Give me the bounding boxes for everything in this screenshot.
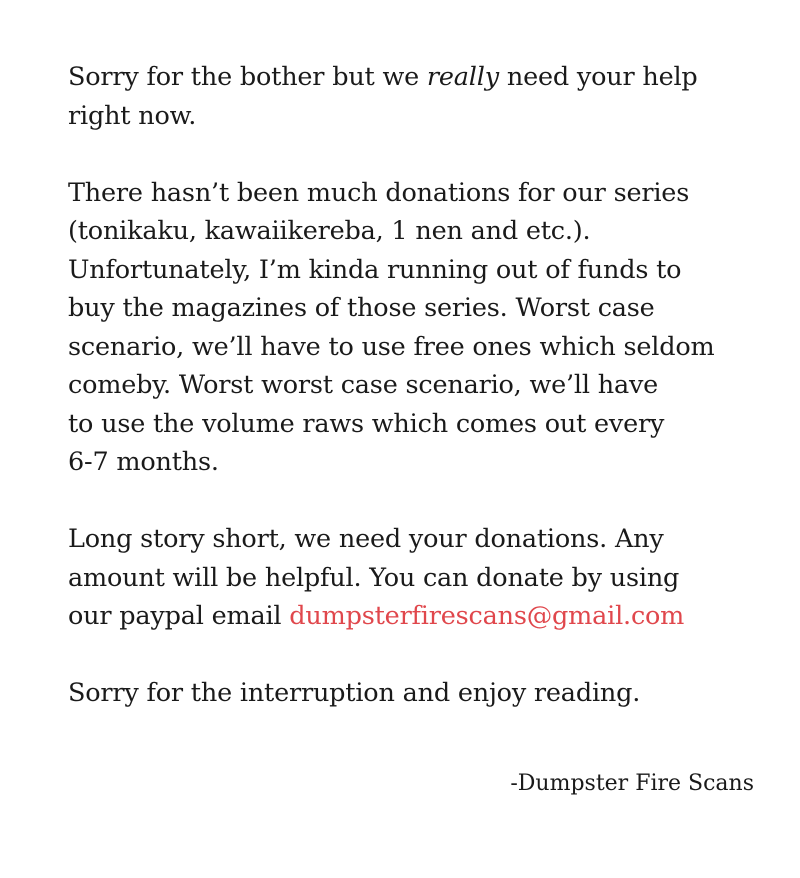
donation-email-line [68, 597, 778, 636]
apology-line-1 [68, 58, 778, 97]
funding-line: scenario, we’ll have to use free ones which seldom [68, 331, 715, 362]
paypal-email-link[interactable]: dumpsterfirescans@gmail.com [289, 601, 685, 631]
funding-line: comeby. Worst worst case scenario, we’ll have [68, 370, 659, 400]
email-prefix: our paypal email [68, 601, 290, 631]
apology-text-after: need your help [498, 62, 698, 92]
funding-line: There hasn’t been much donations for our series [68, 177, 690, 208]
funding-line: to use the volume raws which comes out every [68, 408, 665, 439]
donation-line: Long story short, we need your donations. Any [68, 524, 664, 554]
apology-paragraph [68, 58, 778, 135]
funding-line: buy the magazines of those series. Worst case [68, 293, 655, 323]
apology-line-2: right now. [68, 100, 197, 131]
funding-paragraph [68, 174, 778, 482]
closing-paragraph [68, 674, 778, 713]
funding-line: Unfortunately, I’m kinda running out of funds to [68, 254, 682, 285]
donation-line: amount will be helpful. You can donate by using [68, 562, 680, 593]
signature: -Dumpster Fire Scans [510, 771, 754, 796]
apology-text-before: Sorry for the bother but we [68, 62, 427, 92]
funding-line: (tonikaku, kawaiikereba, 1 nen and etc.). [68, 216, 591, 246]
closing-line: Sorry for the interruption and enjoy reading. [68, 678, 641, 708]
donation-paragraph [68, 520, 778, 636]
funding-line: 6-7 months. [68, 447, 219, 477]
donation-notice [68, 58, 778, 751]
emphasis-really: really [426, 62, 499, 92]
